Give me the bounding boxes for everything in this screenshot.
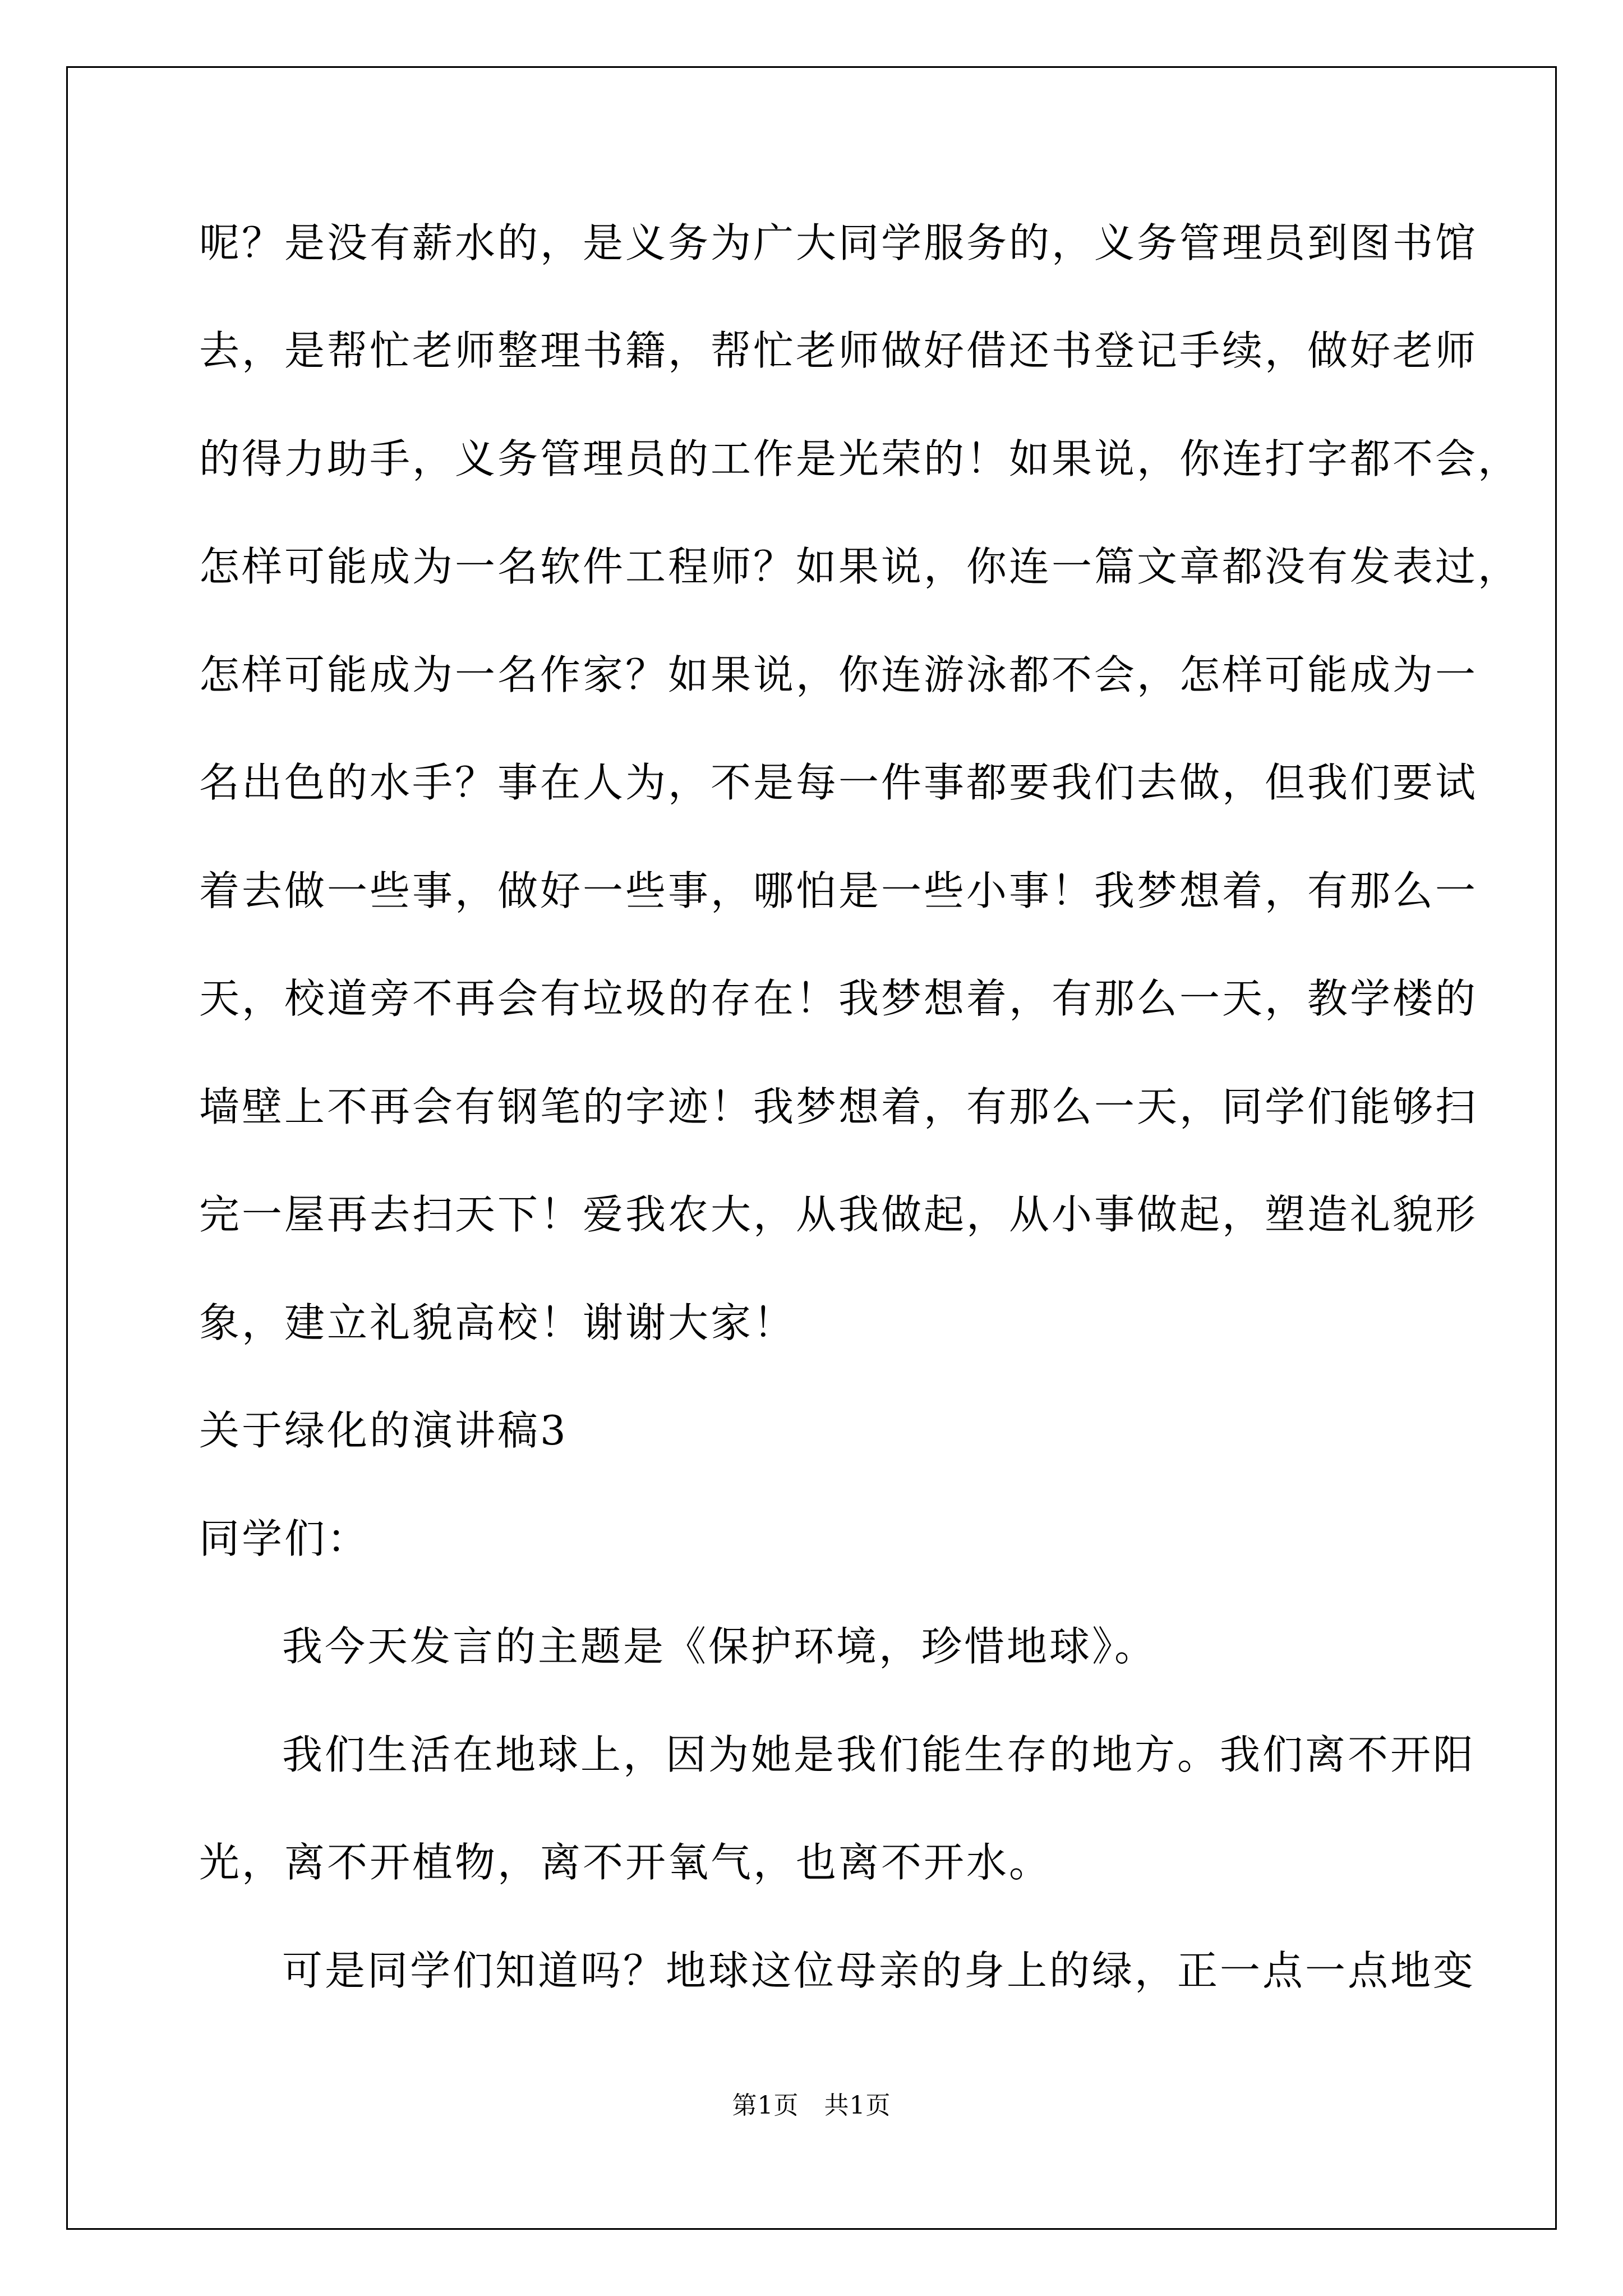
paragraph-line: 象，建立礼貌高校！谢谢大家！: [199, 1299, 796, 1346]
paragraph-line: 可是同学们知道吗？地球这位母亲的身上的绿，正一点一点地变: [282, 1947, 1476, 1994]
paragraph-line: 名出色的水手？事在人为，不是每一件事都要我们去做，但我们要试: [199, 759, 1478, 806]
paragraph-line: 我们生活在地球上，因为她是我们能生存的地方。我们离不开阳: [282, 1731, 1476, 1778]
salutation: 同学们：: [199, 1515, 370, 1562]
paragraph-line: 着去做一些事，做好一些事，哪怕是一些小事！我梦想着，有那么一: [199, 867, 1478, 914]
paragraph-line: 我今天发言的主题是《保护环境，珍惜地球》。: [282, 1623, 1158, 1670]
paragraph-line: 的得力助手，义务管理员的工作是光荣的！如果说，你连打字都不会，: [199, 435, 1521, 482]
paragraph-line: 墙壁上不再会有钢笔的字迹！我梦想着，有那么一天，同学们能够扫: [199, 1083, 1478, 1130]
paragraph-line: 完一屋再去扫天下！爱我农大，从我做起，从小事做起，塑造礼貌形: [199, 1191, 1478, 1238]
paragraph-line: 光，离不开植物，离不开氧气，也离不开水。: [199, 1839, 1052, 1886]
paragraph-line: 去，是帮忙老师整理书籍，帮忙老师做好借还书登记手续，做好老师: [199, 327, 1478, 374]
page-border: [66, 66, 1557, 2230]
paragraph-line: 天，校道旁不再会有垃圾的存在！我梦想着，有那么一天，教学楼的: [199, 975, 1478, 1022]
paragraph-line: 怎样可能成为一名作家？如果说，你连游泳都不会，怎样可能成为一: [199, 651, 1478, 698]
section-heading: 关于绿化的演讲稿3: [199, 1407, 568, 1454]
paragraph-line: 怎样可能成为一名软件工程师？如果说，你连一篇文章都没有发表过，: [199, 543, 1521, 590]
page-footer: 第1页 共1页: [732, 2091, 891, 2120]
paragraph-line: 呢？是没有薪水的，是义务为广大同学服务的，义务管理员到图书馆: [199, 219, 1478, 266]
